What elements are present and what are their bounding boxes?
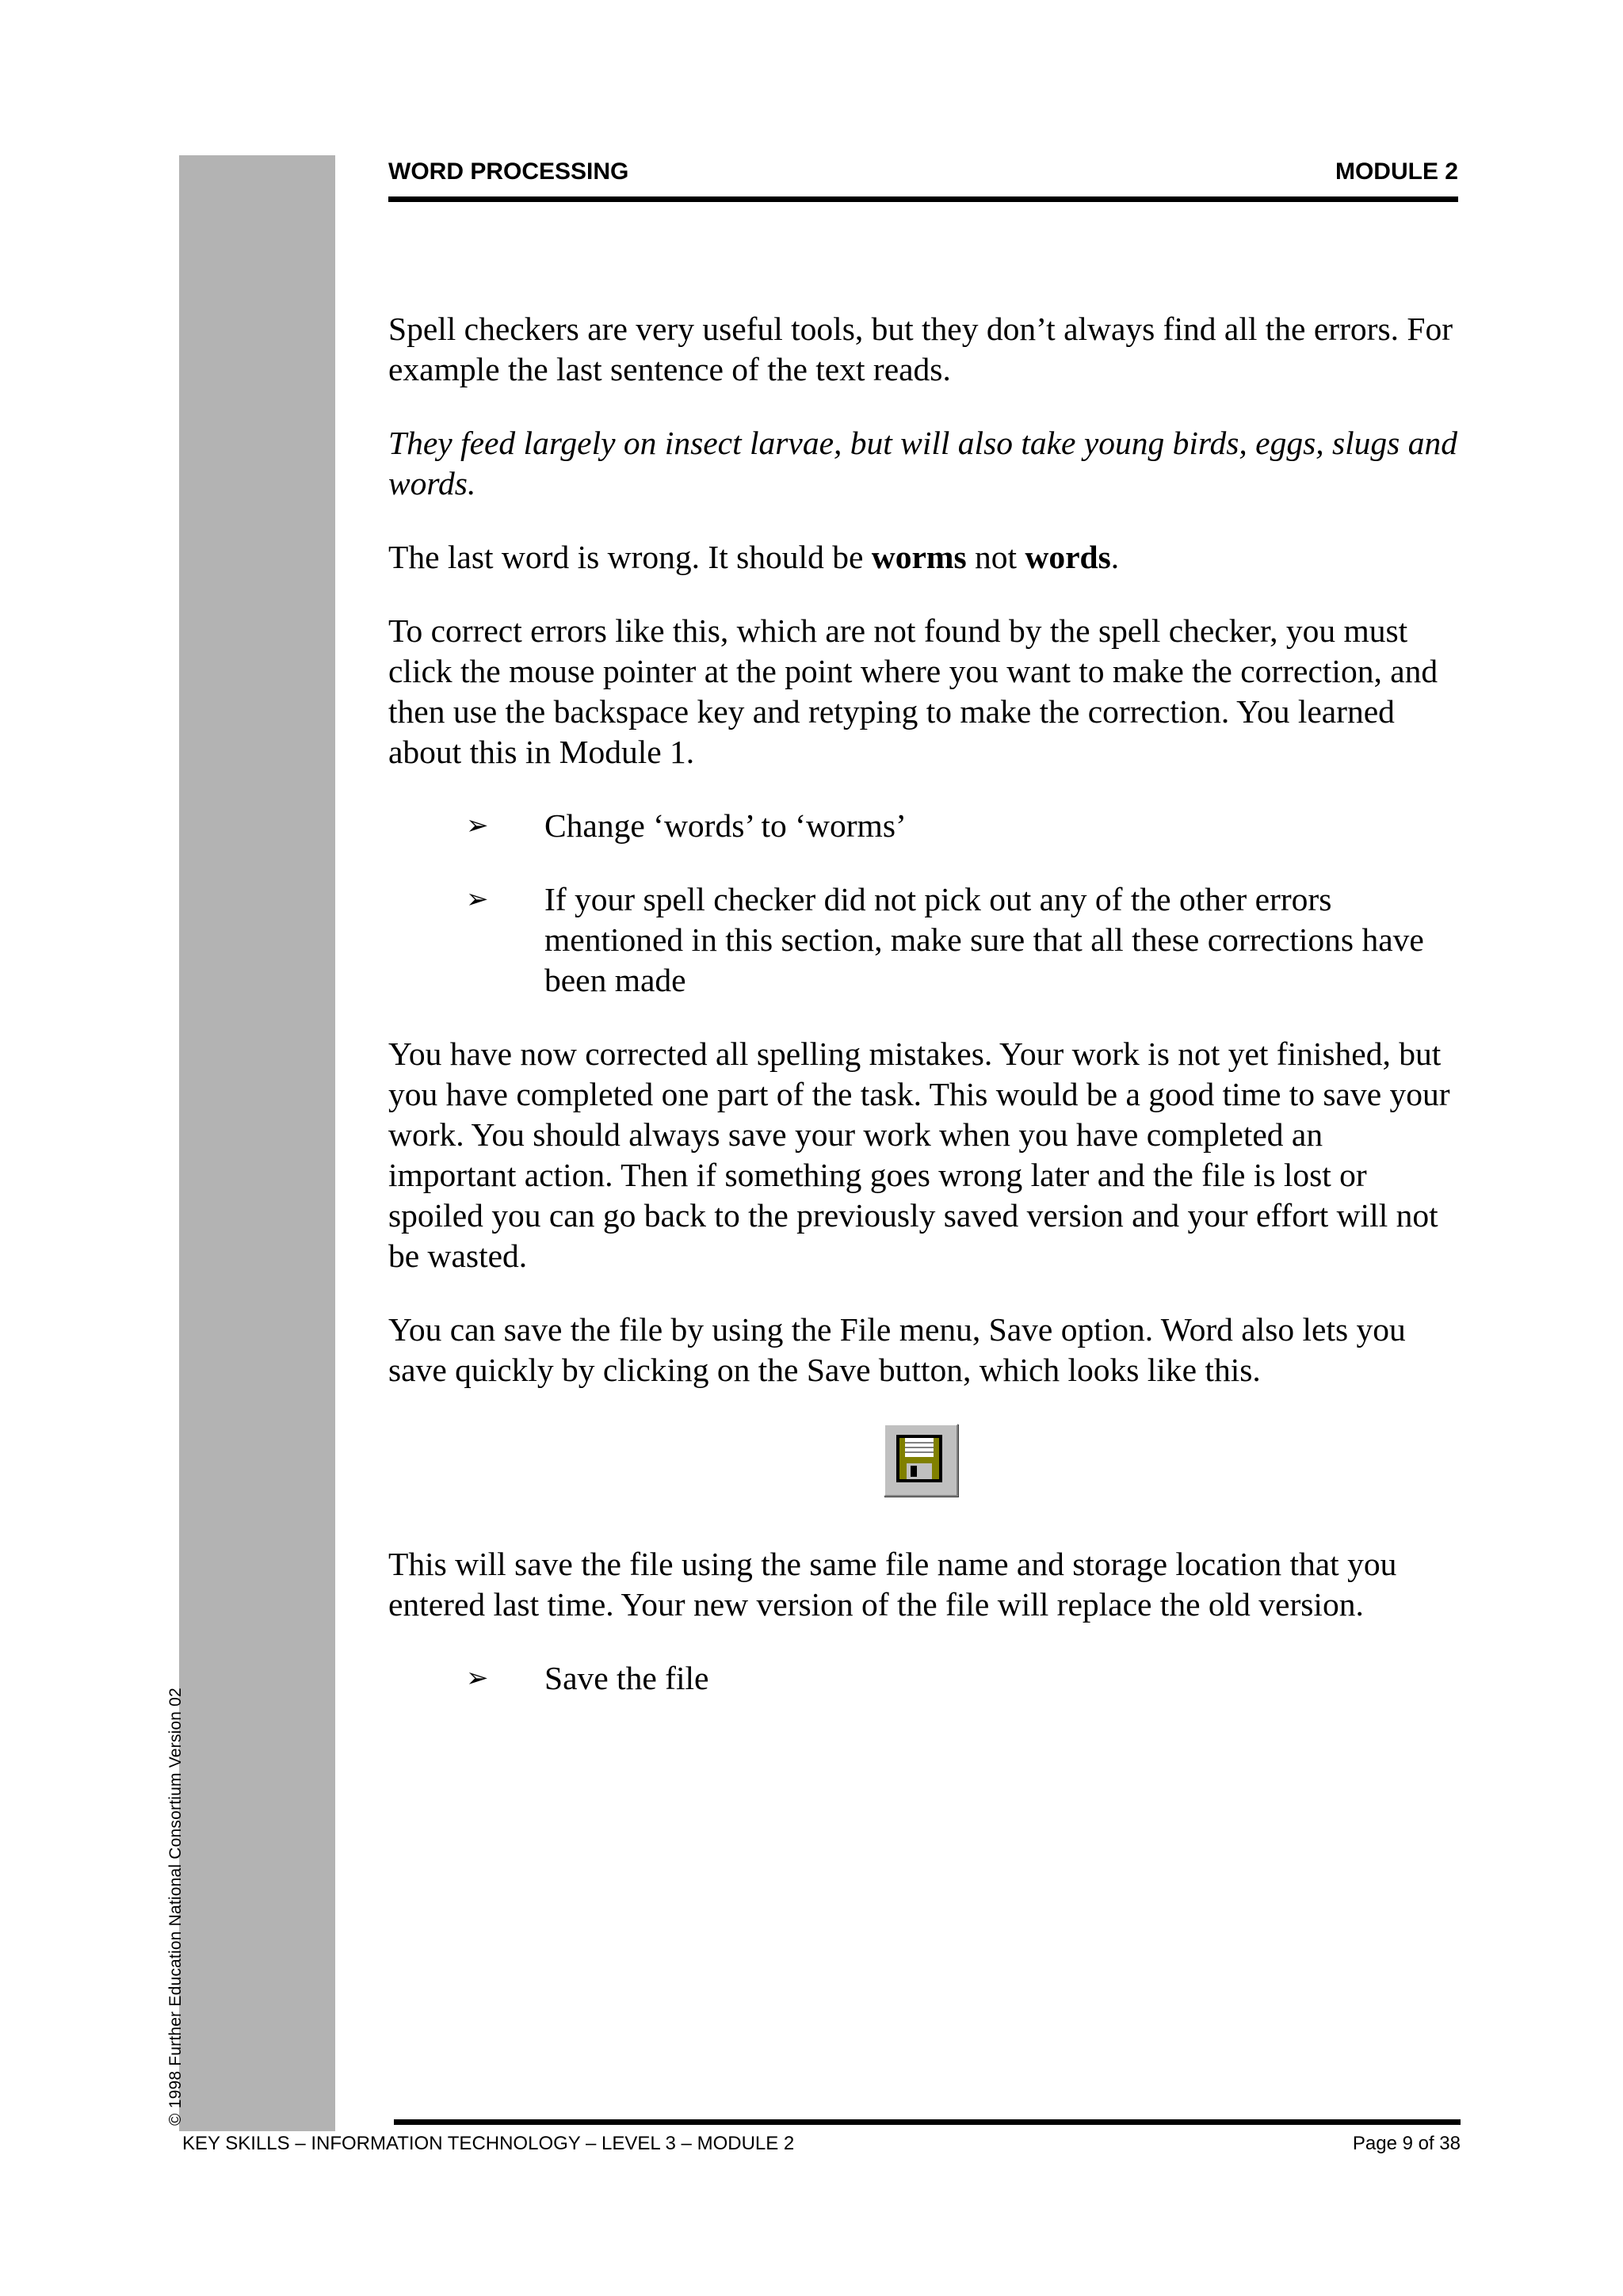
instruction-bullet	[388, 806, 1458, 846]
page-header	[388, 155, 1458, 202]
page-content	[388, 309, 1458, 1732]
header-module: MODULE 2	[1335, 158, 1458, 185]
footer-course-title: KEY SKILLS – INFORMATION TECHNOLOGY – LEVEL 3 – MODULE 2	[182, 2133, 795, 2154]
arrow-bullet-icon: ➢	[466, 1662, 489, 1694]
sidebar-band	[179, 155, 335, 2131]
instruction-bullet	[388, 879, 1458, 1001]
page-number: Page 9 of 38	[1352, 2133, 1461, 2154]
text-run: .	[1110, 539, 1120, 575]
save-button	[884, 1424, 958, 1497]
bullet-text: Save the file	[544, 1660, 709, 1696]
footer-rule	[394, 2119, 1461, 2125]
paragraph	[388, 537, 1458, 578]
bullet-text: If your spell checker did not pick out any of the other errors mentioned in this section, make sure that all these corrections have been made	[544, 881, 1424, 998]
paragraph: Spell checkers are very useful tools, but they don’t always find all the errors. For example the last sentence of the text reads.	[388, 311, 1453, 387]
paragraph: You can save the file by using the File menu, Save option. Word also lets you save quickly by clicking on the Save button, which looks like this.	[388, 1311, 1406, 1388]
paragraph: You have now corrected all spelling mistakes. Your work is not yet finished, but you have completed one part of the task. This would be a good time to save your work. You should always save your work when you have completed an important action. Then if something goes wrong later and the file is lost or spoiled you can go back to the previously saved version and your effort will not be wasted.	[388, 1035, 1450, 1274]
bullet-text: Change ‘words’ to ‘worms’	[544, 807, 907, 844]
paragraph: This will save the file using the same file name and storage location that you entered last time. Your new version of the file will replace the old version.	[388, 1546, 1397, 1623]
floppy-disk-icon	[895, 1433, 944, 1484]
arrow-bullet-icon: ➢	[466, 810, 489, 841]
bold-word-words: words	[1025, 539, 1111, 575]
text-run: not	[966, 539, 1025, 575]
arrow-bullet-icon: ➢	[466, 883, 489, 915]
text-run: The last word is wrong. It should be	[388, 539, 872, 575]
bold-word-worms: worms	[871, 539, 967, 575]
paragraph: To correct errors like this, which are not found by the spell checker, you must click the mouse pointer at the point where you want to make the correction, and then use the backspace key and retyping to make the correction. You learned about this in Module 1.	[388, 612, 1438, 770]
save-button-illustration	[388, 1424, 1458, 1497]
header-title: WORD PROCESSING	[388, 158, 629, 185]
quoted-sentence: They feed largely on insect larvae, but will also take young birds, eggs, slugs and words.	[388, 425, 1457, 502]
instruction-bullet	[388, 1658, 1458, 1699]
copyright-notice: © 1998 Further Education National Consortium Version 02	[166, 1688, 185, 2126]
